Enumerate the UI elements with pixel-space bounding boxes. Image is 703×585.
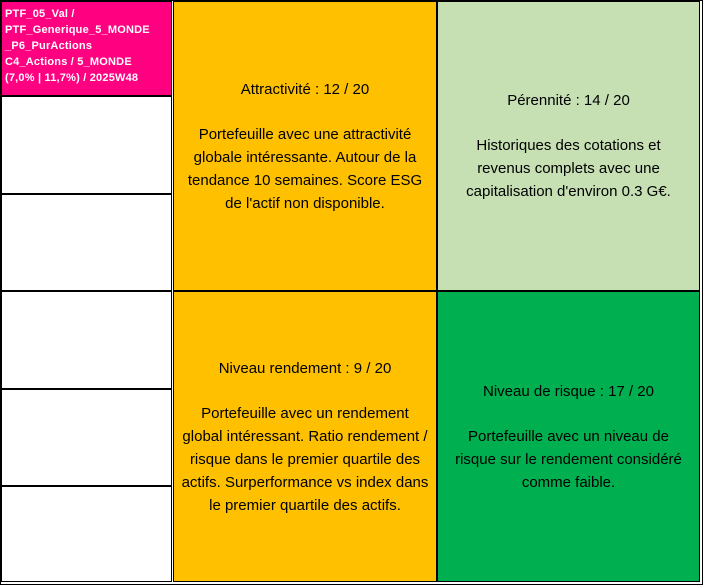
- title-line-3: _P6_PurActions: [5, 40, 93, 52]
- attractivite-panel: [173, 1, 437, 291]
- perennite-text: Historiques des cotations et revenus complets avec une capitalisation d'environ 0.3 G€.: [466, 137, 671, 200]
- risque-text: Portefeuille avec un niveau de risque sur le rendement considéré comme faible.: [455, 427, 682, 491]
- rendement-heading: Niveau rendement : 9 / 20: [218, 359, 392, 377]
- risque-panel: [437, 291, 700, 582]
- title-line-2: PTF_Generique_5_MONDE: [5, 24, 150, 36]
- title-line-4: C4_Actions / 5_MONDE: [5, 56, 132, 68]
- rendement-panel: [173, 291, 437, 582]
- attractivite-text: Portefeuille avec une attractivité globale intéressante. Autour de la tendance 10 semaines. Score ESG de l'actif non disponible.: [187, 125, 423, 212]
- empty-cell-1: [1, 96, 172, 194]
- rendement-text: Portefeuille avec un rendement global intéressant. Ratio rendement / risque dans le premier quartile des actifs. Surperformance vs index dans le premier quartile des actifs.: [181, 404, 429, 514]
- empty-cell-4: [1, 389, 172, 486]
- perennite-panel: [437, 1, 700, 291]
- empty-cell-5: [1, 486, 172, 582]
- risque-heading: Niveau de risque : 17 / 20: [483, 382, 654, 400]
- portfolio-title-cell: [1, 1, 172, 96]
- title-line-5: (7,0% | 11,7%) / 2025W48: [5, 72, 139, 84]
- empty-cell-3: [1, 291, 172, 389]
- title-line-1: PTF_05_Val /: [5, 8, 75, 20]
- perennite-heading: Pérennité : 14 / 20: [507, 92, 630, 109]
- empty-cell-2: [1, 194, 172, 291]
- attractivite-heading: Attractivité : 12 / 20: [240, 80, 370, 98]
